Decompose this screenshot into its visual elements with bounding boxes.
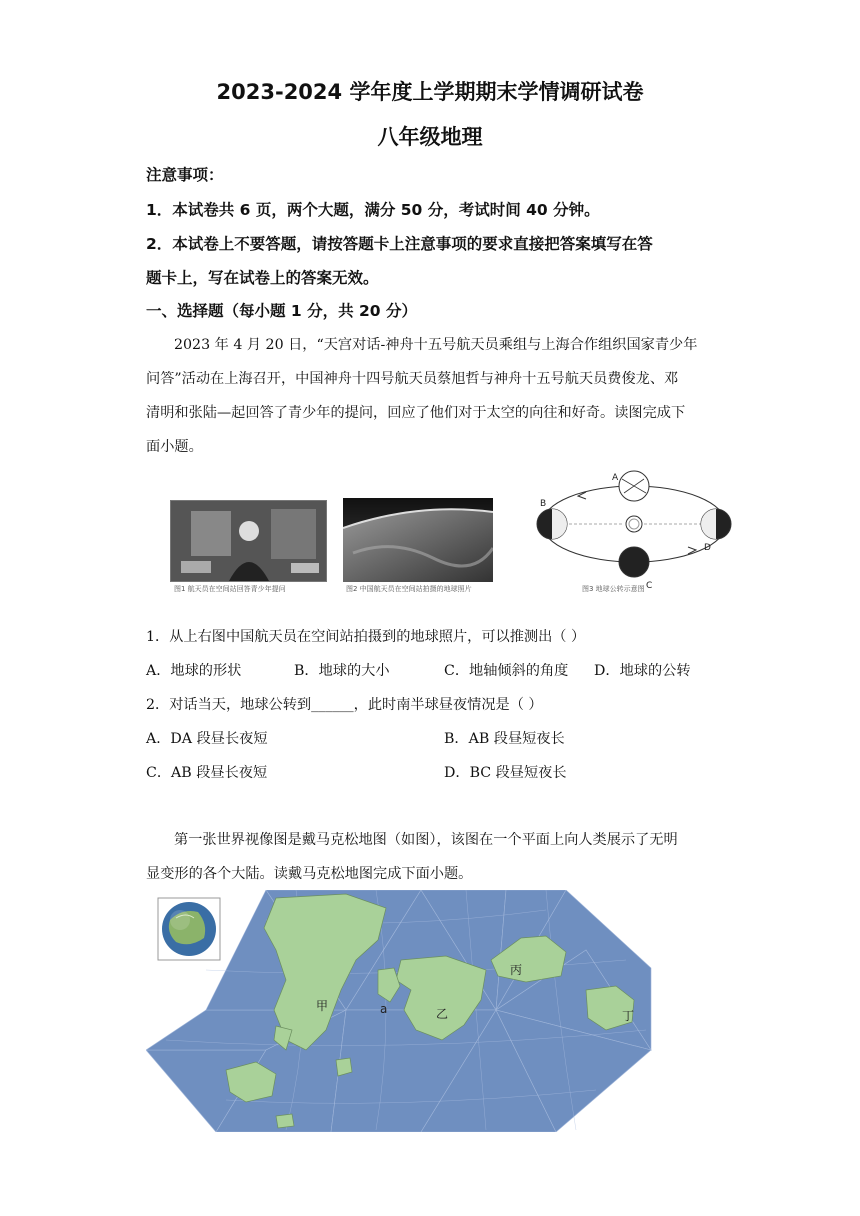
map-label-ding: 丁 [622,1009,635,1023]
passage-2-line-1: 第一张世界视像图是戴马克松地图（如图），该图在一个平面上向人类展示了无明 [174,832,678,848]
orbit-diagram [528,466,746,594]
figure-2-caption: 图2 中国航天员在空间站拍摄的地球照片 [346,585,472,593]
orbit-label-d: D [704,543,711,553]
figure-3-caption: 图3 地球公转示意图 [582,585,645,593]
question-1-stem: 1．从上右图中国航天员在空间站拍摄到的地球照片，可以推测出（ ） [146,629,586,645]
question-1-option-a: A．地球的形状 [146,663,242,679]
astronaut-photo [170,500,327,582]
passage-1-line-4: 面小题。 [146,439,203,455]
dymaxion-map [146,890,656,1132]
map-label-jia: 甲 [316,999,329,1013]
map-label-yi: 乙 [436,1007,449,1021]
orbit-label-c: C [646,581,653,591]
passage-1-line-3: 清明和张陆—起回答了青少年的提问，回应了他们对于太空的向往和好奇。读图完成下 [146,405,686,421]
notes-item-1: 1．本试卷共 6 页，两个大题，满分 50 分，考试时间 40 分钟。 [146,201,600,219]
orbit-label-b: B [540,499,547,509]
page-title: 2023-2024 学年度上学期期末学情调研试卷 [216,80,644,104]
section-heading: 一、选择题（每小题 1 分，共 20 分） [146,302,417,320]
question-2-option-b: B．AB 段昼短夜长 [444,731,565,747]
orbit-label-a: A [612,473,619,483]
question-1-option-d: D．地球的公转 [594,663,691,679]
notes-heading: 注意事项： [146,166,224,184]
question-2-stem: 2．对话当天，地球公转到______，此时南半球昼夜情况是（ ） [146,697,543,713]
page-subtitle: 八年级地理 [377,125,483,149]
passage-1-line-2: 问答”活动在上海召开，中国神舟十四号航天员蔡旭哲与神舟十五号航天员费俊龙、邓 [146,371,679,387]
passage-1-line-1: 2023 年 4 月 20 日，“天宫对话-神舟十五号航天员乘组与上海合作组织国家青少年 [174,337,698,353]
question-2-option-c: C．AB 段昼长夜短 [146,765,268,781]
map-label-a: a [380,1002,388,1016]
question-2-option-d: D．BC 段昼短夜长 [444,765,567,781]
map-label-bing: 丙 [510,963,523,977]
passage-2-line-2: 显变形的各个大陆。读戴马克松地图完成下面小题。 [146,866,473,882]
notes-item-2-line-1: 2．本试卷上不要答题，请按答题卡上注意事项的要求直接把答案填写在答 [146,235,653,253]
figure-1-caption: 图1 航天员在空间站回答青少年提问 [174,585,286,593]
question-1-option-b: B．地球的大小 [294,663,390,679]
question-1-option-c: C．地轴倾斜的角度 [444,663,569,679]
notes-item-2-line-2: 题卡上，写在试卷上的答案无效。 [146,269,379,287]
earth-photo [343,498,493,582]
question-2-option-a: A．DA 段昼长夜短 [146,731,268,747]
